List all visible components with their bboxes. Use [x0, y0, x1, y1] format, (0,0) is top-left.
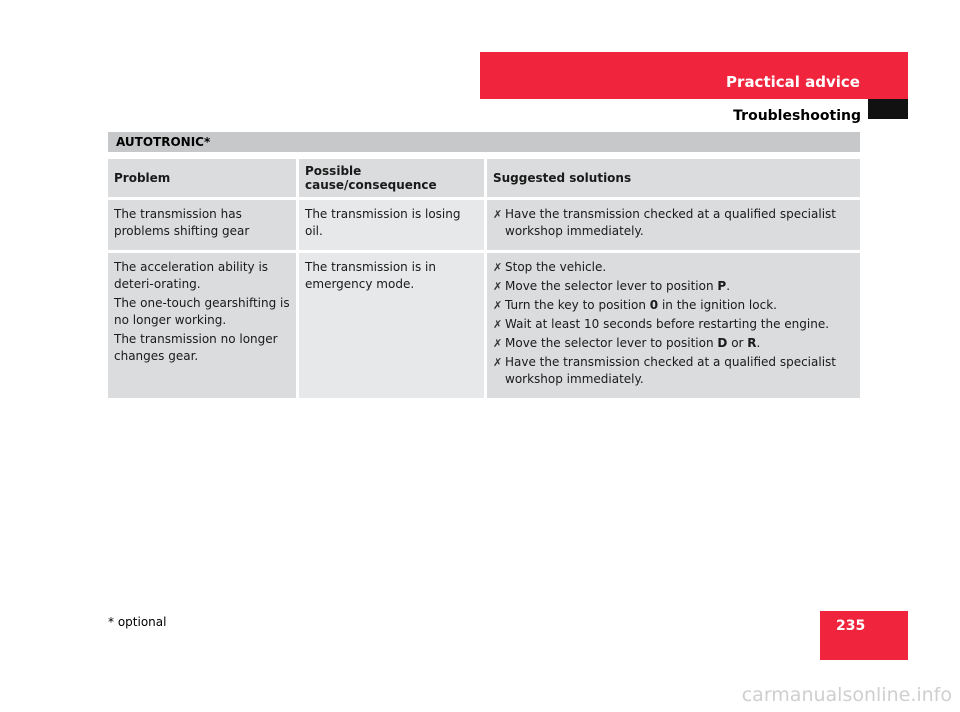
table-row [108, 200, 860, 253]
troubleshooting-table [108, 159, 860, 401]
arrow-icon: ✗ [493, 208, 503, 221]
table-row [108, 253, 860, 401]
solution-step: ✗ Move the selector lever to position D or R. [493, 336, 761, 350]
problem-cell [108, 253, 296, 401]
problem-text: The transmission no longer changes gear. [114, 332, 278, 363]
cause-cell [296, 253, 484, 401]
solution-step: ✗ Move the selector lever to position P. [493, 279, 731, 293]
subsection-title: Troubleshooting [733, 108, 861, 124]
problem-text: The transmission has problems shifting gear [114, 207, 250, 238]
problem-text: The one-touch gearshifting is no longer working. [114, 296, 290, 327]
column-header-solutions: Suggested solutions [484, 159, 860, 200]
cause-text: The transmission is in emergency mode. [305, 260, 436, 291]
cause-cell [296, 200, 484, 253]
arrow-icon: ✗ [493, 261, 503, 274]
solution-step: ✗ Have the transmission checked at a qualified specialist workshop immediately. [493, 355, 836, 386]
arrow-icon: ✗ [493, 337, 503, 350]
arrow-icon: ✗ [493, 280, 503, 293]
column-header-cause: Possible cause/consequence [296, 159, 484, 200]
arrow-icon: ✗ [493, 356, 503, 369]
page-number-box [820, 611, 908, 660]
solution-step: ✗ Wait at least 10 seconds before restarting the engine. [493, 317, 830, 331]
solution-step: ✗ Have the transmission checked at a qualified specialist workshop immediately. [493, 207, 836, 238]
arrow-icon: ✗ [493, 299, 503, 312]
solution-step: ✗ Stop the vehicle. [493, 260, 607, 274]
table-title-bar [108, 132, 860, 152]
watermark: carmanualsonline.info [741, 684, 952, 706]
section-band [480, 52, 908, 99]
table-header-row [108, 159, 860, 200]
page-number: 235 [836, 618, 866, 634]
column-header-problem: Problem [108, 159, 296, 200]
footnote: * optional [108, 615, 167, 629]
table-title: AUTOTRONIC* [116, 135, 211, 149]
section-title: Practical advice [726, 73, 860, 91]
solution-step: ✗ Turn the key to position 0 in the ignition lock. [493, 298, 777, 312]
solutions-cell [484, 200, 860, 253]
problem-text: The acceleration ability is deteri-orating. [114, 260, 269, 291]
solutions-cell [484, 253, 860, 401]
thumb-index-tab [868, 99, 908, 119]
arrow-icon: ✗ [493, 318, 503, 331]
problem-cell [108, 200, 296, 253]
cause-text: The transmission is losing oil. [305, 207, 461, 238]
